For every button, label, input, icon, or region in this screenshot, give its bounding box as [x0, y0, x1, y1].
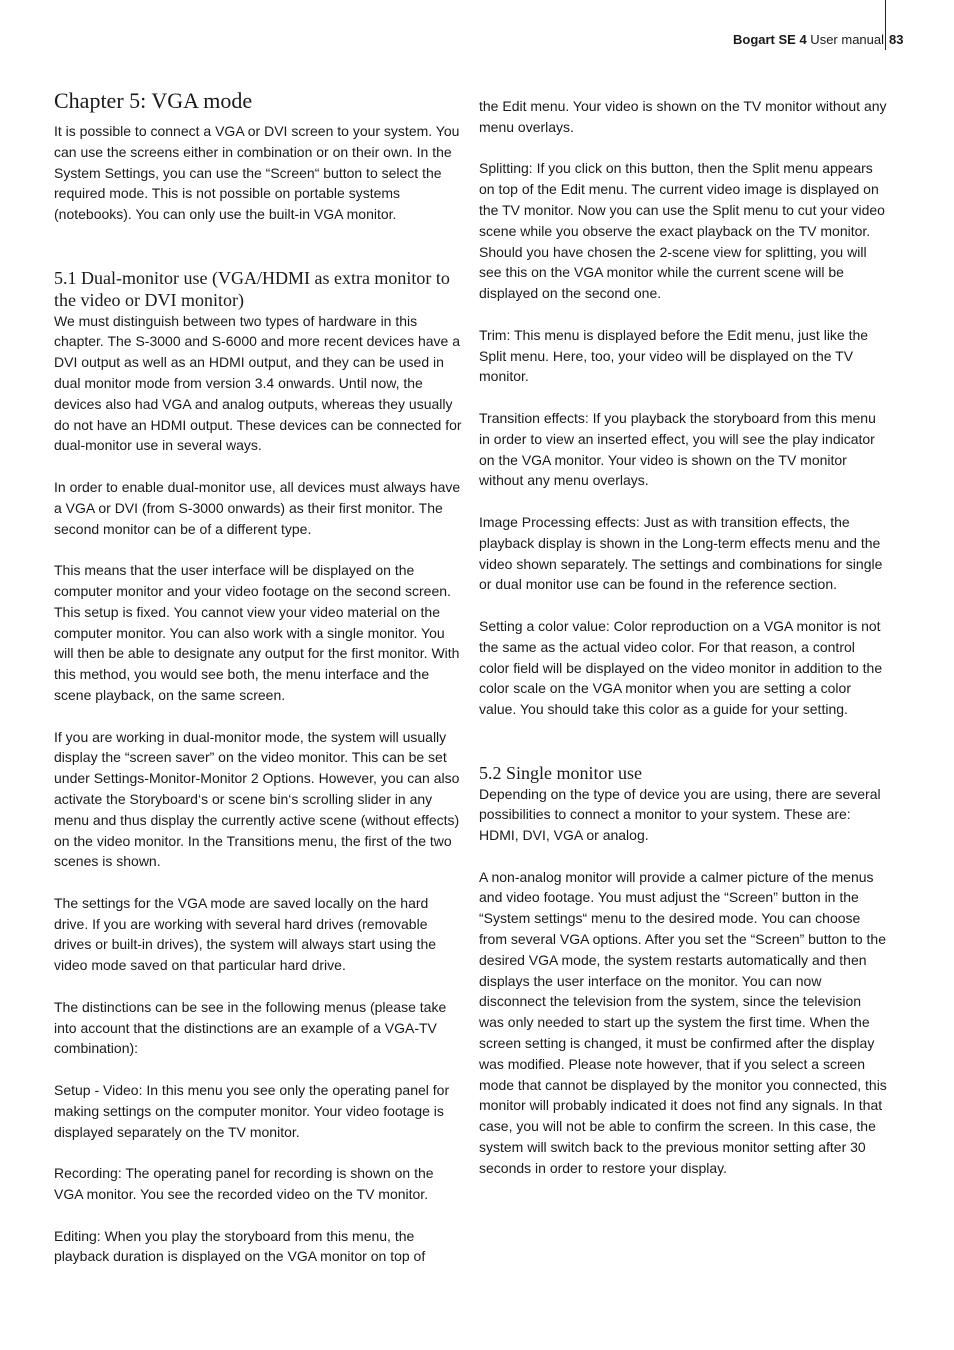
paragraph: If you are working in dual-monitor mode, the system will usually display the “screen saver” on the video monitor. This can be set under Settings-Monitor-Monitor 2 Options. However, you can also activate the Storyboard‘s or scene bin‘s scrolling slider in any menu and thus display the currently active scene (without effects) on the video monitor. In the Transitions menu, the first of the two scenes is shown.: [54, 728, 460, 870]
paragraph: In order to enable dual-monitor use, all devices must always have a VGA or DVI (from S-3000 onwards) as their first monitor. The second monitor can be of a different type.: [54, 478, 461, 537]
paragraph: Transition effects: If you playback the storyboard from this menu in order to view an inserted effect, you will see the play indicator on the VGA monitor. Your video is shown on the TV monitor without any menu overlays.: [479, 409, 876, 489]
chapter-title: Chapter 5: VGA mode: [54, 88, 253, 113]
paragraph: This means that the user interface will be displayed on the computer monitor and your video footage on the second screen. This setup is fixed. You cannot view your video material on the computer monitor. You can also work with a single monitor. You will then be able to designate any output for the first monitor. With this method, you would see both, the menu interface and the scene playback, on the same screen.: [54, 562, 460, 703]
paragraph: Editing: When you play the storyboard from this menu, the playback duration is displayed on the VGA monitor on top of: [54, 1227, 426, 1265]
paragraph: Recording: The operating panel for recording is shown on the VGA monitor. You see the recorded video on the TV monitor.: [54, 1165, 434, 1203]
paragraph: The distinctions can be see in the following menus (please take into account that the distinctions are an example of a VGA-TV combination):: [54, 998, 447, 1057]
right-column: [479, 96, 889, 1199]
left-column: [54, 88, 464, 1288]
section-title-5-2: 5.2 Single monitor use: [479, 762, 642, 783]
header-doc: User manual: [806, 32, 884, 47]
header-product: Bogart SE 4: [733, 32, 807, 47]
intro-paragraph: It is possible to connect a VGA or DVI screen to your system. You can use the screens either in combination or on their own. In the System Settings, you can use the “Screen“ button to select the required mode. This is not possible on portable systems (notebooks). You can only use the built-in VGA monitor.: [54, 123, 460, 223]
paragraph: Setting a color value: Color reproduction on a VGA monitor is not the same as the actual video color. For that reason, a control color field will be displayed on the video monitor in addition to the color scale on the VGA monitor when you are setting a color value. You should take this color as a guide for your setting.: [479, 617, 883, 718]
paragraph: A non-analog monitor will provide a calmer picture of the menus and video footage. You must adjust the “Screen” button in the “System settings“ menu to the desired mode. You can choose from several VGA options. After you set the “Screen” button to the desired VGA mode, the system restarts automatically and then displays the user interface on the monitor. You can now disconnect the television from the system, since the television was only needed to start up the system the first time. When the screen setting is changed, it must be confirmed after the display was modified. Please note however, that if you select a screen mode that cannot be displayed by the monitor you connected, this monitor will probably indicated it does not find any signals. In that case, you will not be able to confirm the screen. In this case, the system will switch back to the previous monitor setting after 30 seconds in order to restore your display.: [479, 868, 887, 1176]
header-divider: [885, 0, 886, 50]
paragraph: Setup - Video: In this menu you see only the operating panel for making settings on the computer monitor. Your video footage is displayed separately on the TV monitor.: [54, 1082, 450, 1140]
page-number: 83: [889, 32, 904, 47]
section-title-5-1: 5.1 Dual-monitor use (VGA/HDMI as extra monitor to the video or DVI monitor): [54, 267, 450, 310]
paragraph: Image Processing effects: Just as with transition effects, the playback display is shown in the Long-term effects menu and the video shown separately. The settings and combinations for single or dual monitor use can be found in the reference section.: [479, 513, 883, 593]
paragraph: Depending on the type of device you are using, there are several possibilities to connect a monitor to your system. These are: HDMI, DVI, VGA or analog.: [479, 785, 881, 844]
spacer: [54, 246, 464, 267]
paragraph: The settings for the VGA mode are saved locally on the hard drive. If you are working with several hard drives (removable drives or built-in drives), the system will always start using the video mode saved on that particular hard drive.: [54, 894, 437, 974]
paragraph: We must distinguish between two types of hardware in this chapter. The S-3000 and S-6000 and more recent devices have a DVI output as well as an HDMI output, and they can be used in dual monitor mode from version 3.4 onwards. Until now, the devices also had VGA and analog outputs, whereas they usually do not have an HDMI output. These devices can be connected for dual-monitor use in several ways.: [54, 312, 462, 454]
running-header: [733, 31, 884, 49]
paragraph: the Edit menu. Your video is shown on the TV monitor without any menu overlays.: [479, 98, 887, 135]
spacer: [479, 741, 889, 762]
paragraph: Splitting: If you click on this button, then the Split menu appears on top of the Edit menu. The current video image is displayed on the TV monitor. Now you can use the Split menu to cut your video scene while you observe the exact playback on the TV monitor. Should you have chosen the 2-scene view for splitting, you will see this on the VGA monitor while the current scene will be displayed on the second one.: [479, 160, 885, 302]
paragraph: Trim: This menu is displayed before the Edit menu, just like the Split menu. Here, too, your video will be displayed on the TV monitor.: [479, 326, 869, 385]
